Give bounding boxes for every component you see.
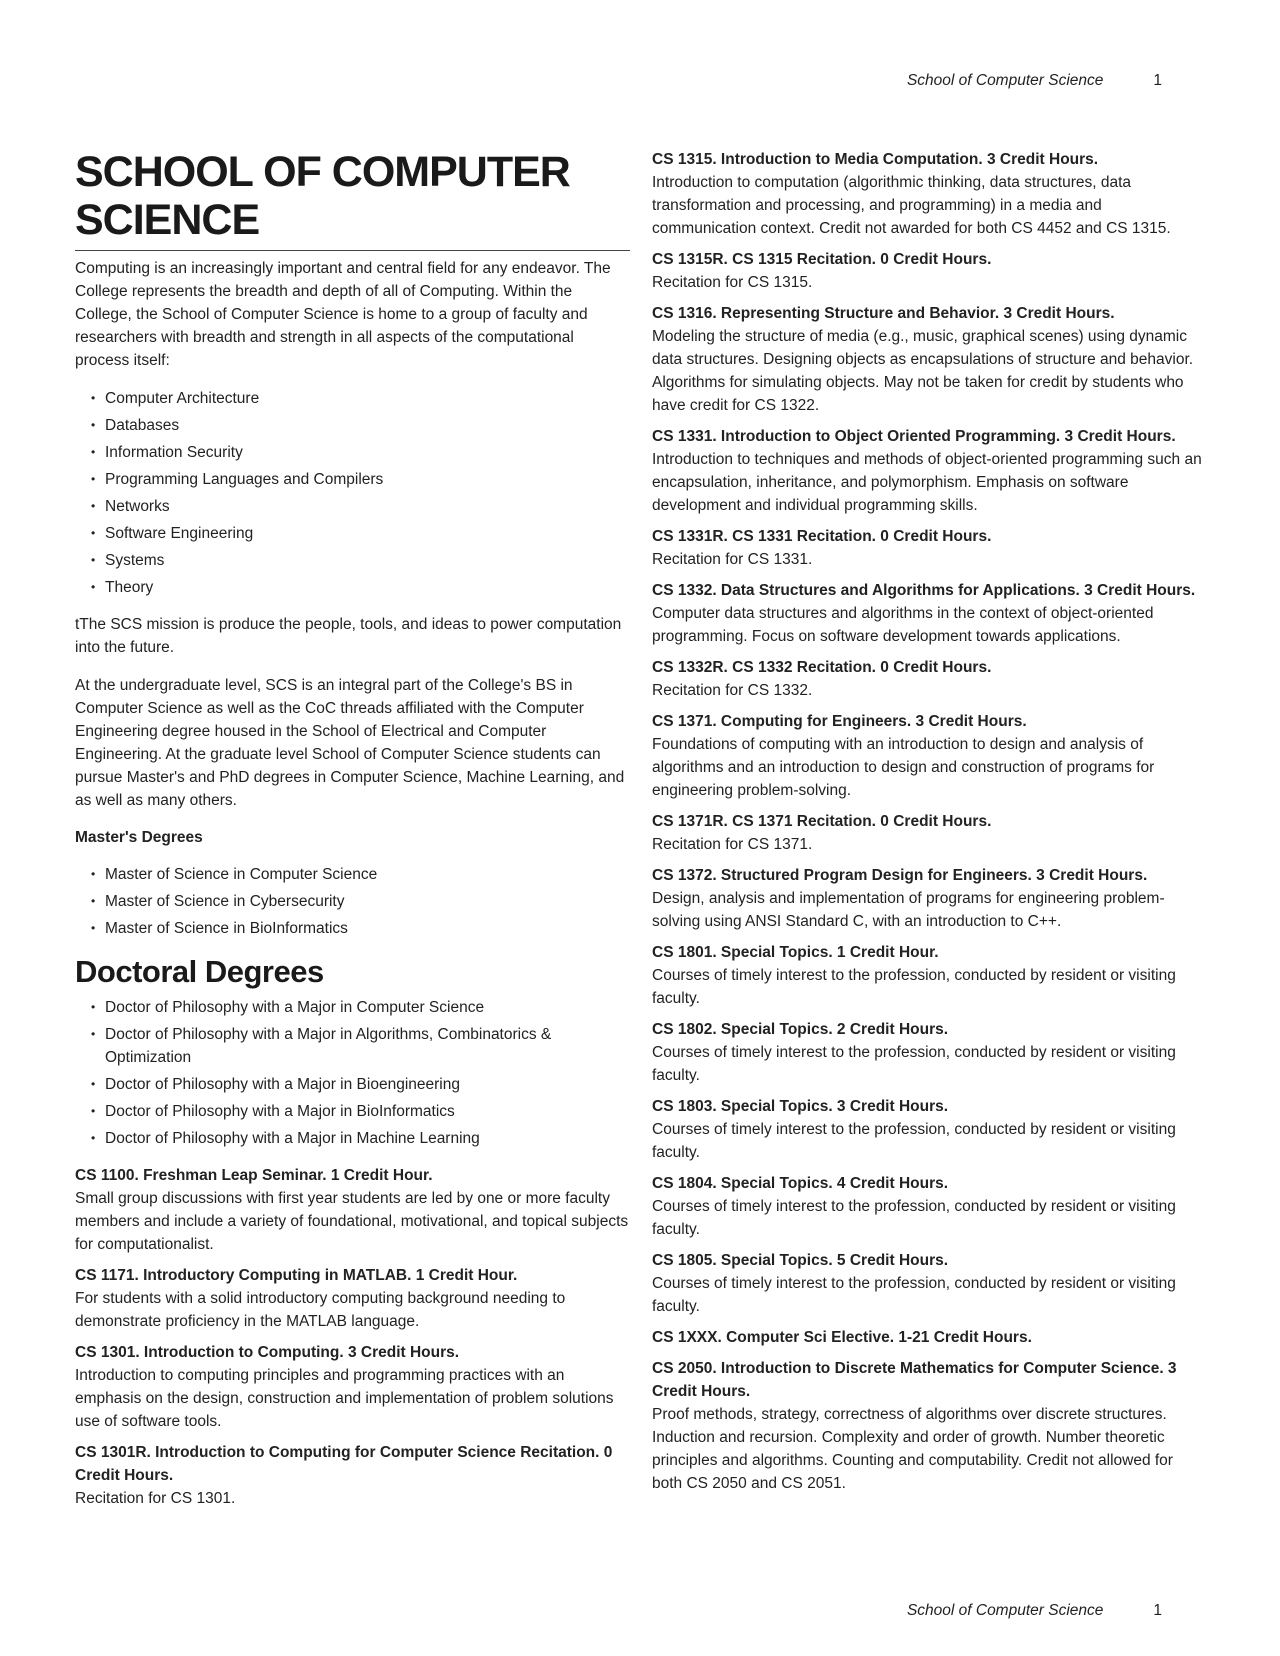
course-description: Courses of timely interest to the profession, conducted by resident or visiting faculty. bbox=[652, 1044, 1176, 1084]
course-title: CS 1805. Special Topics. 5 Credit Hours. bbox=[652, 1252, 949, 1269]
left-column bbox=[75, 148, 630, 1518]
course-title: CS 1801. Special Topics. 1 Credit Hour. bbox=[652, 944, 939, 961]
course-entry bbox=[652, 1172, 1207, 1241]
course-description: Courses of timely interest to the profession, conducted by resident or visiting faculty. bbox=[652, 967, 1176, 1007]
masters-list bbox=[75, 863, 630, 940]
course-title: CS 2050. Introduction to Discrete Mathematics for Computer Science. 3 Credit Hours. bbox=[652, 1360, 1177, 1400]
course-description: Recitation for CS 1301. bbox=[75, 1490, 236, 1507]
course-entry bbox=[652, 1018, 1207, 1087]
course-title: CS 1372. Structured Program Design for Engineers. 3 Credit Hours. bbox=[652, 867, 1148, 884]
course-description: Design, analysis and implementation of programs for engineering problem-solving using ANSI Standard C, with an introduction to C++. bbox=[652, 890, 1165, 930]
course-entry bbox=[652, 941, 1207, 1010]
course-title: CS 1804. Special Topics. 4 Credit Hours. bbox=[652, 1175, 949, 1192]
list-item: • Master of Science in Cybersecurity bbox=[91, 890, 630, 913]
course-description: Recitation for CS 1331. bbox=[652, 551, 813, 568]
list-item: • Software Engineering bbox=[91, 522, 630, 545]
course-title: CS 1315R. CS 1315 Recitation. 0 Credit Hours. bbox=[652, 251, 992, 268]
course-description: For students with a solid introductory computing background needing to demonstrate proficiency in the MATLAB language. bbox=[75, 1290, 566, 1330]
course-title: CS 1803. Special Topics. 3 Credit Hours. bbox=[652, 1098, 949, 1115]
running-header bbox=[907, 72, 1162, 90]
list-item: • Doctor of Philosophy with a Major in Bioengineering bbox=[91, 1073, 630, 1096]
course-title: CS 1315. Introduction to Media Computation. 3 Credit Hours. bbox=[652, 151, 1099, 168]
undergrad-paragraph: At the undergraduate level, SCS is an integral part of the College's BS in Computer Science as well as the CoC threads affiliated with the Computer Engineering degree housed in the School of Electrical and Computer Engineering. At the graduate level School of Computer Science students can pursue Master's and PhD degrees in Computer Science, Machine Learning, and as well as many others. bbox=[75, 677, 625, 809]
course-description: Recitation for CS 1315. bbox=[652, 274, 813, 291]
list-item: • Systems bbox=[91, 549, 630, 572]
course-title: CS 1171. Introductory Computing in MATLAB. 1 Credit Hour. bbox=[75, 1267, 518, 1284]
course-title: CS 1316. Representing Structure and Behavior. 3 Credit Hours. bbox=[652, 305, 1115, 322]
course-entry bbox=[652, 864, 1207, 933]
list-item: • Doctor of Philosophy with a Major in Algorithms, Combinatorics & Optimization bbox=[91, 1023, 630, 1069]
list-item: • Doctor of Philosophy with a Major in Computer Science bbox=[91, 996, 630, 1019]
course-entry bbox=[652, 1357, 1207, 1495]
list-item: • Master of Science in BioInformatics bbox=[91, 917, 630, 940]
course-description: Computer data structures and algorithms in the context of object-oriented programming. Focus on software development towards applications. bbox=[652, 605, 1154, 645]
course-title: CS 1331. Introduction to Object Oriented Programming. 3 Credit Hours. bbox=[652, 428, 1176, 445]
running-footer bbox=[907, 1602, 1162, 1620]
course-title: CS 1301R. Introduction to Computing for Computer Science Recitation. 0 Credit Hours. bbox=[75, 1444, 613, 1484]
list-item: • Theory bbox=[91, 576, 630, 599]
list-item: • Master of Science in Computer Science bbox=[91, 863, 630, 886]
course-entry bbox=[652, 525, 1207, 571]
areas-list bbox=[75, 387, 630, 599]
list-item: • Programming Languages and Compilers bbox=[91, 468, 630, 491]
doctoral-list bbox=[75, 996, 630, 1150]
masters-heading: Master's Degrees bbox=[75, 829, 203, 846]
course-title: CS 1100. Freshman Leap Seminar. 1 Credit Hour. bbox=[75, 1167, 433, 1184]
course-entry bbox=[652, 148, 1207, 240]
course-entry bbox=[652, 810, 1207, 856]
list-item: • Information Security bbox=[91, 441, 630, 464]
running-footer-title: School of Computer Science bbox=[906, 1602, 1104, 1619]
course-description: Courses of timely interest to the profession, conducted by resident or visiting faculty. bbox=[652, 1121, 1176, 1161]
list-item: • Networks bbox=[91, 495, 630, 518]
course-description: Introduction to computation (algorithmic thinking, data structures, data transformation and processing, and programming) in a media and communication context. Credit not awarded for both CS 4452 and CS 1315. bbox=[652, 174, 1171, 237]
course-description: Modeling the structure of media (e.g., music, graphical scenes) using dynamic data structures. Designing objects as encapsulations of structure and behavior. Algorithms for simulating objects. May not be taken for credit by students who have credit for CS 1322. bbox=[652, 328, 1194, 414]
course-entry bbox=[652, 710, 1207, 802]
course-entry bbox=[652, 1095, 1207, 1164]
course-description: Recitation for CS 1332. bbox=[652, 682, 813, 699]
list-item: • Doctor of Philosophy with a Major in Machine Learning bbox=[91, 1127, 630, 1150]
course-description: Small group discussions with first year students are led by one or more faculty members and include a variety of foundational, motivational, and topical subjects for computationalist. bbox=[75, 1190, 629, 1253]
course-entry bbox=[75, 1441, 630, 1510]
course-title: CS 1802. Special Topics. 2 Credit Hours. bbox=[652, 1021, 949, 1038]
course-entry bbox=[75, 1164, 630, 1256]
right-column bbox=[652, 148, 1207, 1503]
course-description: Proof methods, strategy, correctness of algorithms over discrete structures. Induction and recursion. Complexity and order of growth. Number theoretic principles and algorithms. Counting and computability. Credit not allowed for both CS 2050 and CS 2051. bbox=[652, 1406, 1173, 1492]
course-description: Introduction to techniques and methods of object-oriented programming such an encapsulation, inheritance, and polymorphism. Emphasis on software development and individual programming skills. bbox=[652, 451, 1202, 514]
course-title: CS 1XXX. Computer Sci Elective. 1-21 Credit Hours. bbox=[652, 1329, 1032, 1346]
doctoral-heading: Doctoral Degrees bbox=[75, 954, 324, 989]
course-title: CS 1331R. CS 1331 Recitation. 0 Credit Hours. bbox=[652, 528, 992, 545]
course-entry bbox=[75, 1264, 630, 1333]
page-number: 1 bbox=[1153, 1602, 1162, 1619]
running-header-title: School of Computer Science bbox=[906, 72, 1104, 89]
course-entry bbox=[652, 1249, 1207, 1318]
course-entry bbox=[652, 1326, 1207, 1349]
course-description: Courses of timely interest to the profession, conducted by resident or visiting faculty. bbox=[652, 1198, 1176, 1238]
course-title: CS 1371. Computing for Engineers. 3 Credit Hours. bbox=[652, 713, 1027, 730]
course-entry bbox=[652, 656, 1207, 702]
list-item: • Computer Architecture bbox=[91, 387, 630, 410]
course-title: CS 1371R. CS 1371 Recitation. 0 Credit Hours. bbox=[652, 813, 992, 830]
course-entry bbox=[652, 425, 1207, 517]
course-entry bbox=[652, 302, 1207, 417]
course-description: Courses of timely interest to the profession, conducted by resident or visiting faculty. bbox=[652, 1275, 1176, 1315]
intro-paragraph: Computing is an increasingly important and central field for any endeavor. The College represents the breadth and depth of all of Computing. Within the College, the School of Computer Science is home to a group of faculty and researchers with breadth and strength in all aspects of the computational process itself: bbox=[75, 260, 611, 369]
list-item: • Databases bbox=[91, 414, 630, 437]
course-title: CS 1332. Data Structures and Algorithms for Applications. 3 Credit Hours. bbox=[652, 582, 1196, 599]
course-entry bbox=[652, 579, 1207, 648]
mission-paragraph: tThe SCS mission is produce the people, tools, and ideas to power computation into the future. bbox=[75, 616, 622, 656]
course-description: Introduction to computing principles and programming practices with an emphasis on the design, construction and implementation of problem solutions use of software tools. bbox=[75, 1367, 614, 1430]
course-description: Recitation for CS 1371. bbox=[652, 836, 813, 853]
course-description: Foundations of computing with an introduction to design and analysis of algorithms and an introduction to design and construction of programs for engineering problem-solving. bbox=[652, 736, 1155, 799]
course-title: CS 1332R. CS 1332 Recitation. 0 Credit Hours. bbox=[652, 659, 992, 676]
page-title: SCHOOL OF COMPUTER SCIENCE bbox=[75, 148, 630, 251]
course-entry bbox=[652, 248, 1207, 294]
course-entry bbox=[75, 1341, 630, 1433]
page-number: 1 bbox=[1153, 72, 1162, 89]
course-title: CS 1301. Introduction to Computing. 3 Credit Hours. bbox=[75, 1344, 460, 1361]
list-item: • Doctor of Philosophy with a Major in BioInformatics bbox=[91, 1100, 630, 1123]
